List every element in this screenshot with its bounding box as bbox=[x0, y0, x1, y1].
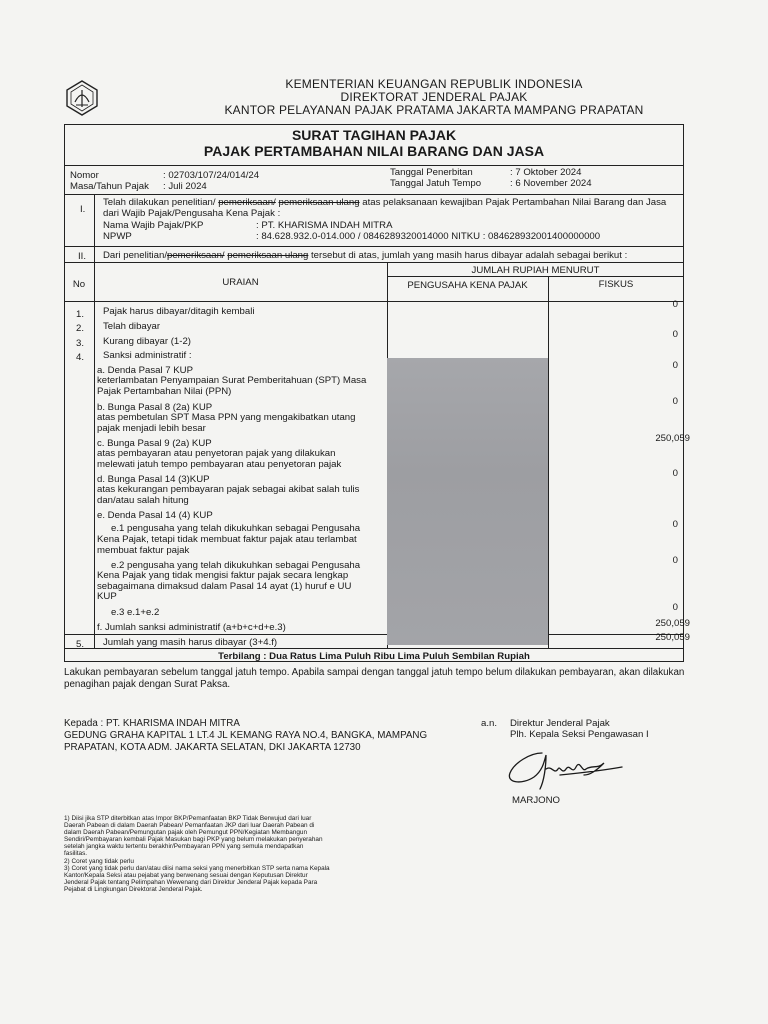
row-5-text: Jumlah yang masih harus dibayar (3+4.f) bbox=[103, 637, 278, 648]
sanksi-e3-value: 0 bbox=[672, 602, 678, 613]
footnote-line: Daerah Pabean di dalam Daerah Pabean/ Pemanfaatan JKP dari luar Daerah Pabean di bbox=[64, 822, 315, 829]
sanksi-d-line3: dan/atau salah hitung bbox=[97, 495, 189, 506]
header-ministry: KEMENTERIAN KEUANGAN REPUBLIK INDONESIA bbox=[285, 77, 583, 91]
footnote-line: Sendiri/Pembayaran kembali Pajak Masukan bagi PKP yang belum melakukan penyerahan bbox=[64, 836, 323, 843]
sanksi-a-line2: keterlambatan Penyampaian Surat Pemberitahuan (SPT) Masa bbox=[97, 375, 367, 386]
footnote-line: setelah jangka waktu tertentu berakhir/Pembayaran PPN yang semula mendapatkan bbox=[64, 843, 304, 850]
payment-notice-line1: Lakukan pembayaran sebelum tanggal jatuh tempo. Apabila sampai dengan tanggal jatuh tempo belum dilakukan pembayaran, akan dilakukan bbox=[64, 667, 685, 678]
sanksi-d-value: 0 bbox=[672, 468, 678, 479]
pkp-column-shading bbox=[387, 358, 548, 645]
row-2-text: Telah dibayar bbox=[103, 321, 161, 332]
row-3-value: 0 bbox=[672, 329, 678, 340]
row-2-no: 2. bbox=[76, 323, 85, 334]
ministry-emblem-icon bbox=[66, 80, 98, 116]
col-group-header: JUMLAH RUPIAH MENURUT bbox=[471, 265, 600, 276]
sanksi-e1-line3: membuat faktur pajak bbox=[97, 545, 190, 556]
jatuh-tempo-label: Tanggal Jatuh Tempo bbox=[390, 178, 482, 189]
sanksi-e2-value: 0 bbox=[672, 555, 678, 566]
masa-label: Masa/Tahun Pajak bbox=[70, 181, 149, 192]
sanksi-e3-line1: e.3 e.1+e.2 bbox=[111, 607, 160, 618]
section-1-number: I. bbox=[80, 204, 86, 215]
npwp-label: NPWP bbox=[103, 231, 132, 242]
sanksi-f-line1: f. Jumlah sanksi administratif (a+b+c+d+e.3) bbox=[97, 622, 286, 633]
terbilang: Terbilang : Dua Ratus Lima Puluh Ribu Lima Puluh Sembilan Rupiah bbox=[218, 651, 530, 662]
document-title: SURAT TAGIHAN PAJAK bbox=[291, 127, 457, 143]
row-4-no: 4. bbox=[76, 352, 85, 363]
masa-value: : Juli 2024 bbox=[163, 181, 207, 192]
footnote-line: Jenderal Pajak tentang Pelimpahan Wewenang dari Direktur Jenderal Pajak kepada Para bbox=[64, 879, 318, 886]
section-1-line1: Telah dilakukan penelitian/ pemeriksaan/ pemeriksaan ulang atas pelaksanaan kewajiban Pajak Pertambahan Nilai Barang dan Jasa bbox=[103, 197, 667, 208]
row-5-value: 250,059 bbox=[655, 632, 690, 643]
jatuh-tempo-value: : 6 November 2024 bbox=[510, 178, 592, 189]
npwp-value: : 84.628.932.0-014.000 / 0846289320014000 NITKU : 084628932001400000000 bbox=[256, 231, 601, 242]
row-4-text: Sanksi administratif : bbox=[103, 350, 192, 361]
header-office: KANTOR PELAYANAN PAJAK PRATAMA JAKARTA MAMPANG PRAPATAN bbox=[224, 103, 644, 117]
sanksi-e1-line2: Kena Pajak, tetapi tidak membuat faktur pajak atau terlambat bbox=[97, 534, 357, 545]
recipient-name: Kepada : PT. KHARISMA INDAH MITRA bbox=[64, 718, 240, 729]
sanksi-e2-line1: e.2 pengusaha yang telah dikukuhkan sebagai Pengusaha bbox=[111, 560, 361, 571]
nomor-label: Nomor bbox=[70, 170, 99, 181]
footnote-line: 1) Diisi jika STP diterbitkan atas Impor BKP/Pemanfaatan BKP Tidak Berwujud dari luar bbox=[64, 815, 312, 822]
header-directorate: DIREKTORAT JENDERAL PAJAK bbox=[340, 90, 528, 104]
sanksi-a-line1: a. Denda Pasal 7 KUP bbox=[97, 365, 193, 376]
footnote-line: 2) Coret yang tidak perlu bbox=[64, 858, 134, 865]
section-1-line2: dari Wajib Pajak/Pengusaha Kena Pajak : bbox=[103, 208, 281, 219]
signature-an: a.n. bbox=[481, 718, 498, 729]
payment-notice-line2: penagihan pajak dengan Surat Paksa. bbox=[64, 679, 231, 690]
recipient-address-line1: GEDUNG GRAHA KAPITAL 1 LT.4 JL KEMANG RAYA NO.4, BANGKA, MAMPANG bbox=[64, 730, 428, 741]
col-uraian-header: URAIAN bbox=[222, 277, 259, 288]
footnote-line: Kantor/Kepala Seksi atau pejabat yang berwenang sesuai dengan Keputusan Direktur bbox=[64, 872, 308, 879]
sanksi-d-line1: d. Bunga Pasal 14 (3)KUP bbox=[97, 474, 210, 485]
footnote-line: dalam Daerah Pabean/Pemungutan pajak oleh Pemungut PPN/Kegiatan Membangun bbox=[64, 829, 308, 836]
col-fiskus-header: FISKUS bbox=[598, 279, 634, 290]
footnote-line: 3) Coret yang tidak perlu dan/atau diisi nama seksi yang menerbitkan STP serta nama Kepala bbox=[64, 865, 330, 872]
col-pkp-header: PENGUSAHA KENA PAJAK bbox=[407, 280, 528, 291]
terbit-value: : 7 Oktober 2024 bbox=[510, 167, 582, 178]
sanksi-a-value: 0 bbox=[672, 360, 678, 371]
recipient-address-line2: PRAPATAN, KOTA ADM. JAKARTA SELATAN, DKI JAKARTA 12730 bbox=[64, 742, 361, 753]
sanksi-d-line2: atas kekurangan pembayaran pajak sebagai akibat salah tulis bbox=[97, 484, 360, 495]
row-5-no: 5. bbox=[76, 639, 85, 650]
row-1-no: 1. bbox=[76, 309, 85, 320]
footnote-line: Pejabat di Lingkungan Direktorat Jenderal Pajak. bbox=[64, 886, 203, 893]
sanksi-f-value: 250,059 bbox=[655, 618, 690, 629]
section-2-number: II. bbox=[78, 251, 86, 262]
sanksi-b-line2: atas pembetulan SPT Masa PPN yang mengakibatkan utang bbox=[97, 412, 356, 423]
sanksi-b-line3: pajak menjadi lebih besar bbox=[97, 423, 206, 434]
sanksi-c-line1: c. Bunga Pasal 9 (2a) KUP bbox=[97, 438, 212, 449]
handwritten-signature bbox=[500, 745, 630, 795]
sanksi-e-line1: e. Denda Pasal 14 (4) KUP bbox=[97, 510, 213, 521]
signatory-name: MARJONO bbox=[512, 795, 560, 806]
nama-wp-value: : PT. KHARISMA INDAH MITRA bbox=[256, 220, 393, 231]
signature-title1: Direktur Jenderal Pajak bbox=[510, 718, 610, 729]
signature-title2: Plh. Kepala Seksi Pengawasan I bbox=[510, 729, 649, 740]
sanksi-c-line3: melewati jatuh tempo pembayaran atau penyetoran pajak bbox=[97, 459, 342, 470]
row-3-no: 3. bbox=[76, 338, 85, 349]
sanksi-e2-line3: sebagaimana dimaksud dalam Pasal 14 ayat (1) huruf e UU bbox=[97, 581, 352, 592]
nama-wp-label: Nama Wajib Pajak/PKP bbox=[103, 220, 204, 231]
sanksi-b-value: 0 bbox=[672, 396, 678, 407]
row-1-text: Pajak harus dibayar/ditagih kembali bbox=[103, 306, 255, 317]
terbit-label: Tanggal Penerbitan bbox=[390, 167, 473, 178]
sanksi-c-value: 250,059 bbox=[655, 433, 690, 444]
sanksi-e2-line4: KUP bbox=[97, 591, 117, 602]
section-2-line: Dari penelitian/pemeriksaan/ pemeriksaan ulang tersebut di atas, jumlah yang masih harus dibayar adalah sebagai berikut : bbox=[103, 250, 628, 261]
row-3-text: Kurang dibayar (1-2) bbox=[103, 336, 191, 347]
sanksi-a-line3: Pajak Pertambahan Nilai (PPN) bbox=[97, 386, 232, 397]
sanksi-e2-line2: Kena Pajak yang tidak mengisi faktur pajak secara lengkap bbox=[97, 570, 349, 581]
row-1-value: 0 bbox=[672, 299, 678, 310]
footnote-line: fasilitas. bbox=[64, 850, 88, 857]
sanksi-c-line2: atas pembayaran atau penyetoran pajak yang dilakukan bbox=[97, 448, 336, 459]
sanksi-e1-value: 0 bbox=[672, 519, 678, 530]
sanksi-e1-line1: e.1 pengusaha yang telah dikukuhkan sebagai Pengusaha bbox=[111, 523, 361, 534]
document-subtitle: PAJAK PERTAMBAHAN NILAI BARANG DAN JASA bbox=[203, 143, 545, 159]
sanksi-b-line1: b. Bunga Pasal 8 (2a) KUP bbox=[97, 402, 213, 413]
col-no-header: No bbox=[72, 279, 86, 290]
nomor-value: : 02703/107/24/014/24 bbox=[163, 170, 260, 181]
